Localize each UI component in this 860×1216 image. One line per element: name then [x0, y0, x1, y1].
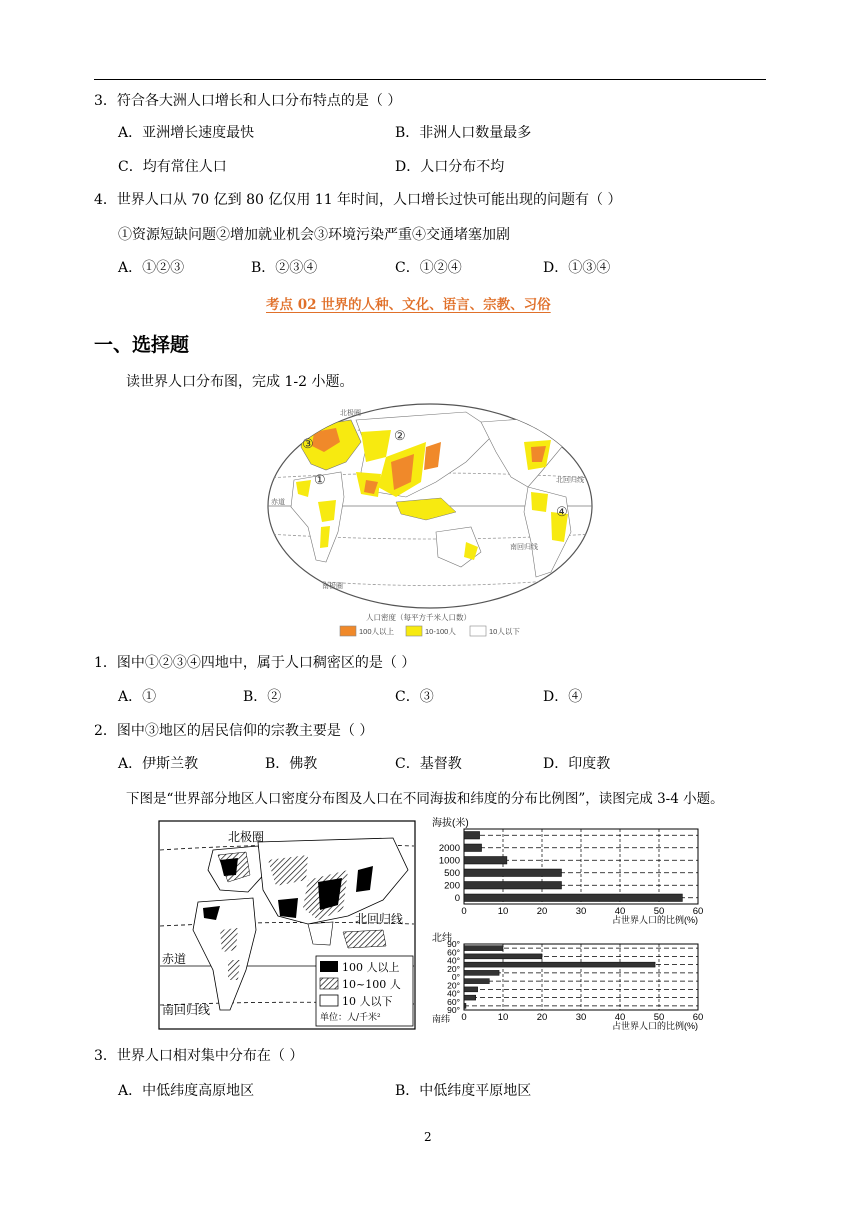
- question-4-statements: ①资源短缺问题②增加就业机会③环境污染严重④交通堵塞加剧: [118, 227, 510, 243]
- legend-title: 人口密度（每平方千米人口数）: [366, 613, 471, 622]
- chart-1-bar: [464, 962, 655, 967]
- chart-0-xlabel: 占世界人口的比例(%): [612, 915, 698, 925]
- intro-2: 下图是“世界部分地区人口密度分布图及人口在不同海拔和纬度的分布比例图”，读图完成 3-4 小题。: [126, 791, 724, 807]
- marker-1: ①: [314, 473, 326, 488]
- legend-label-low: 10 人以下: [342, 995, 393, 1008]
- legend-label-mid: 10~100 人: [342, 978, 401, 991]
- tropic-south-label: 南回归线: [162, 1003, 211, 1017]
- chart-0-y-tick: 1000: [438, 855, 460, 867]
- marker-3: ③: [302, 437, 314, 452]
- option-b: B．②: [243, 689, 282, 705]
- option-a: A．亚洲增长速度最快: [118, 125, 255, 141]
- chart-0-x-tick: 60: [692, 906, 704, 917]
- option-c: C．①②④: [395, 260, 462, 276]
- legend-label-high: 100人以上: [359, 627, 395, 636]
- option-c: C．基督教: [395, 756, 462, 772]
- chart-1-xlabel: 占世界人口的比例(%): [612, 1021, 698, 1031]
- option-b: B．非洲人口数量最多: [395, 125, 532, 141]
- chart-0-bar: [464, 857, 507, 865]
- chart-1-y-tick: 20°: [447, 963, 460, 974]
- option-b: B．中低纬度平原地区: [395, 1083, 532, 1099]
- chart-0-x-tick: 50: [653, 906, 665, 917]
- chart-0-title: 海拔(米): [432, 818, 469, 829]
- chart-0-x-tick: 0: [461, 906, 467, 917]
- question-1: 1．图中①②③④四地中，属于人口稠密区的是（ ）: [94, 655, 416, 671]
- tropic-north-label: 北回归线: [556, 477, 584, 484]
- equator-label: 赤道: [271, 499, 285, 506]
- option-c: C．③: [395, 689, 434, 705]
- chart-1-x-tick: 10: [497, 1012, 509, 1023]
- marker-2: ②: [394, 429, 406, 444]
- heading: 一、选择题: [94, 334, 190, 356]
- tropic-south-label: 南回归线: [510, 544, 538, 551]
- chart-1-bar: [464, 995, 476, 1000]
- chart-0-y-tick: 2000: [438, 842, 460, 854]
- chart-1-x-tick: 60: [692, 1012, 704, 1023]
- chart-1-x-tick: 40: [614, 1012, 626, 1023]
- chart-1-bar: [464, 946, 503, 951]
- legend-label-mid: 10-100人: [425, 627, 456, 636]
- world-population-map: [266, 402, 594, 642]
- chart-1-y-tick: 40°: [447, 955, 460, 966]
- chart-0-x-tick: 30: [575, 906, 587, 917]
- page-number: 2: [424, 1130, 432, 1144]
- chart-1-x-tick: 50: [653, 1012, 665, 1023]
- option-b: B．②③④: [251, 260, 318, 276]
- chart-0-y-tick: 0: [454, 892, 460, 904]
- option-d: D．印度教: [543, 756, 611, 772]
- option-d: D．④: [543, 689, 583, 705]
- chart-1-bar: [464, 1003, 466, 1008]
- legend-unit: 单位：人/千米²: [320, 1013, 381, 1023]
- chart-1-y-tick: 90°: [447, 1005, 460, 1015]
- section-title: 考点 02 世界的人种、文化、语言、宗教、习俗: [266, 297, 551, 313]
- chart-1-bar: [464, 954, 542, 959]
- intro-1: 读世界人口分布图，完成 1-2 小题。: [126, 374, 354, 390]
- charts-graphic: [428, 816, 720, 1034]
- question-3-top: 3．符合各大洲人口增长和人口分布特点的是（ ）: [94, 93, 402, 109]
- question-4-top: 4．世界人口从 70 亿到 80 亿仅用 11 年时间，人口增长过快可能出现的问题有（ ）: [94, 192, 622, 208]
- population-charts: [428, 816, 720, 1034]
- chart-0-bar: [464, 869, 562, 877]
- arctic-label: 北极圈: [228, 830, 265, 844]
- legend-label-high: 100 人以上: [342, 961, 400, 974]
- chart-1-bar: [464, 987, 478, 992]
- chart-0-bar: [464, 894, 682, 902]
- arctic-label: 北极圈: [340, 410, 361, 417]
- marker-4: ④: [556, 505, 568, 520]
- chart-0-x-tick: 10: [497, 906, 509, 917]
- option-b: B．佛教: [265, 756, 318, 772]
- tropic-north-label: 北回归线: [355, 912, 404, 926]
- world-map-graphic: [266, 402, 594, 642]
- chart-0-y-tick: 200: [444, 880, 460, 892]
- chart-1-bar: [464, 970, 499, 975]
- chart-0-bar: [464, 844, 482, 852]
- chart-1-y-tick: 40°: [447, 988, 460, 999]
- option-d: D．①③④: [543, 260, 611, 276]
- option-d: D．人口分布不均: [395, 159, 505, 175]
- chart-1-y-tick: 60°: [447, 947, 460, 958]
- chart-1-x-tick: 30: [575, 1012, 587, 1023]
- question-3: 3．世界人口相对集中分布在（ ）: [94, 1048, 304, 1064]
- option-a: A．伊斯兰教: [118, 756, 199, 772]
- chart-0-bar: [464, 832, 480, 840]
- chart-1-y-tick: 20°: [447, 980, 460, 991]
- option-a: A．①②③: [118, 260, 185, 276]
- option-a: A．①: [118, 689, 157, 705]
- chart-1-y-tick: 0°: [451, 972, 460, 982]
- option-a: A．中低纬度高原地区: [118, 1083, 255, 1099]
- chart-0-y-tick: 500: [444, 867, 460, 879]
- chart-1-bar: [464, 979, 489, 984]
- chart-0-x-tick: 40: [614, 906, 626, 917]
- equator-label: 赤道: [162, 952, 187, 966]
- density-map-graphic: [158, 820, 416, 1030]
- density-map: [158, 820, 416, 1030]
- chart-1-y-tick: 60°: [447, 996, 460, 1007]
- chart-0-x-tick: 20: [536, 906, 548, 917]
- chart-1-x-tick: 20: [536, 1012, 548, 1023]
- header-rule: [94, 79, 766, 80]
- question-2: 2．图中③地区的居民信仰的宗教主要是（ ）: [94, 723, 374, 739]
- chart-1-bottom-label: 南纬: [432, 1014, 451, 1024]
- chart-1-title: 北纬: [432, 933, 452, 944]
- legend-label-low: 10人以下: [489, 627, 520, 636]
- chart-0-bar: [464, 882, 562, 890]
- antarctic-label: 南极圈: [322, 583, 343, 590]
- chart-1-y-tick: 90°: [447, 939, 460, 949]
- chart-1-x-tick: 0: [461, 1012, 467, 1023]
- option-c: C．均有常住人口: [118, 159, 227, 175]
